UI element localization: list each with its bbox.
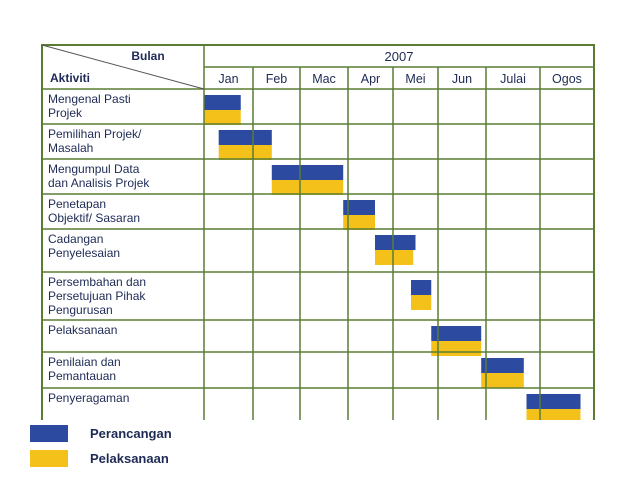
task-label-3-line-1: Objektif/ Sasaran <box>48 211 141 225</box>
plan-bar-8 <box>527 394 581 409</box>
task-label-4-line-1: Penyelesaian <box>48 246 121 260</box>
task-label-2-line-0: Mengumpul Data <box>48 162 140 176</box>
exec-bar-8 <box>527 409 581 420</box>
legend-swatch-perancangan <box>30 425 68 442</box>
legend-label-pelaksanaan: Pelaksanaan <box>90 451 169 466</box>
exec-bar-2 <box>272 180 343 195</box>
header-bulan: Bulan <box>131 49 165 63</box>
exec-bar-7 <box>481 373 524 388</box>
task-label-6-line-0: Pelaksanaan <box>48 323 118 337</box>
task-label-7-line-0: Penilaian dan <box>48 355 121 369</box>
legend-label-perancangan: Perancangan <box>90 426 172 441</box>
plan-bar-1 <box>219 130 272 145</box>
exec-bar-1 <box>219 145 272 160</box>
task-label-3-line-0: Penetapan <box>48 197 107 211</box>
month-label-mac: Mac <box>312 72 336 86</box>
task-label-7-line-1: Pemantauan <box>48 369 117 383</box>
task-label-5-line-1: Persetujuan Pihak <box>48 289 146 303</box>
plan-bar-5 <box>411 280 431 295</box>
plan-bar-4 <box>375 235 416 250</box>
task-label-1-line-0: Pemilihan Projek/ <box>48 127 142 141</box>
month-label-feb: Feb <box>265 72 288 86</box>
month-label-ogos: Ogos <box>552 72 582 86</box>
task-label-1-line-1: Masalah <box>48 141 94 155</box>
task-label-2-line-1: dan Analisis Projek <box>48 176 150 190</box>
exec-bar-4 <box>375 250 413 265</box>
month-label-jun: Jun <box>451 72 473 86</box>
exec-bar-5 <box>411 295 431 310</box>
header-aktiviti: Aktiviti <box>50 71 91 85</box>
task-label-5-line-2: Pengurusan <box>48 303 113 317</box>
legend-item-pelaksanaan <box>30 450 169 467</box>
month-label-jan: Jan <box>218 72 239 86</box>
month-label-apr: Apr <box>360 72 381 86</box>
task-label-0-line-1: Projek <box>48 106 83 120</box>
task-label-0-line-0: Mengenal Pasti <box>48 92 131 106</box>
month-label-julai: Julai <box>500 72 526 86</box>
plan-bar-0 <box>204 95 241 110</box>
plan-bar-2 <box>272 165 343 180</box>
header-year: 2007 <box>384 49 414 64</box>
legend-item-perancangan <box>30 425 172 442</box>
plan-bar-7 <box>481 358 524 373</box>
month-label-mei: Mei <box>405 72 426 86</box>
task-label-4-line-0: Cadangan <box>48 232 104 246</box>
exec-bar-0 <box>204 110 241 125</box>
task-label-5-line-0: Persembahan dan <box>48 275 147 289</box>
task-label-8-line-0: Penyeragaman <box>48 391 130 405</box>
legend-swatch-pelaksanaan <box>30 450 68 467</box>
